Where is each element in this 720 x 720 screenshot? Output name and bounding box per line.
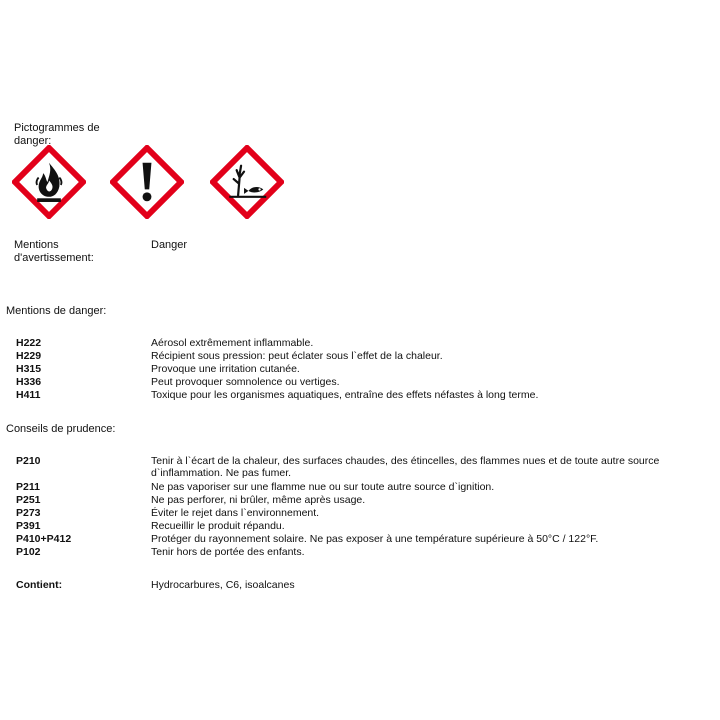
precaution-text: Protéger du rayonnement solaire. Ne pas exposer à une température supérieure à 50°C / 122°F. <box>151 533 599 545</box>
environment-icon <box>210 145 284 219</box>
hazard-code: H315 <box>16 363 42 375</box>
precaution-text: Éviter le rejet dans l`environnement. <box>151 507 320 519</box>
hazard-text: Aérosol extrêmement inflammable. <box>151 337 314 349</box>
precaution-code: P251 <box>16 494 41 506</box>
pictograms-label: Pictogrammes de danger: <box>14 122 100 147</box>
precaution-text: Ne pas vaporiser sur une flamme nue ou sur toute autre source d`ignition. <box>151 481 495 493</box>
precaution-text: Tenir hors de portée des enfants. <box>151 546 305 558</box>
precaution-code: P211 <box>16 481 40 493</box>
precautionary-statements-heading: Conseils de prudence: <box>6 423 116 435</box>
hazard-text: Récipient sous pression: peut éclater sous l`effet de la chaleur. <box>151 350 443 362</box>
hazard-text: Provoque une irritation cutanée. <box>151 363 300 375</box>
signal-word-label: Mentions d'avertissement: <box>14 239 94 264</box>
hazard-text: Peut provoquer somnolence ou vertiges. <box>151 376 340 388</box>
hazard-text: Toxique pour les organismes aquatiques, entraîne des effets néfastes à long terme. <box>151 389 539 401</box>
precaution-code: P273 <box>16 507 41 519</box>
contains-label: Contient: <box>16 579 63 591</box>
precaution-code: P410+P412 <box>16 533 72 545</box>
contains-value: Hydrocarbures, C6, isoalcanes <box>151 579 295 591</box>
hazard-code: H336 <box>16 376 42 388</box>
precaution-text: Ne pas perforer, ni brûler, même après usage. <box>151 494 366 506</box>
precaution-text: Tenir à l`écart de la chaleur, des surfaces chaudes, des étincelles, des flammes nues et de toute autre source d`inflammation. Ne pas fumer. <box>151 455 660 479</box>
precaution-code: P391 <box>16 520 41 532</box>
exclamation-icon <box>110 145 184 219</box>
flame-icon <box>12 145 86 219</box>
hazard-statements-heading: Mentions de danger: <box>6 305 107 317</box>
precaution-code: P102 <box>16 546 41 558</box>
precaution-text: Recueillir le produit répandu. <box>151 520 285 532</box>
precaution-code: P210 <box>16 455 41 467</box>
hazard-code: H222 <box>16 337 42 349</box>
hazard-code: H411 <box>16 389 41 401</box>
hazard-code: H229 <box>16 350 42 362</box>
signal-word-value: Danger <box>151 239 188 251</box>
